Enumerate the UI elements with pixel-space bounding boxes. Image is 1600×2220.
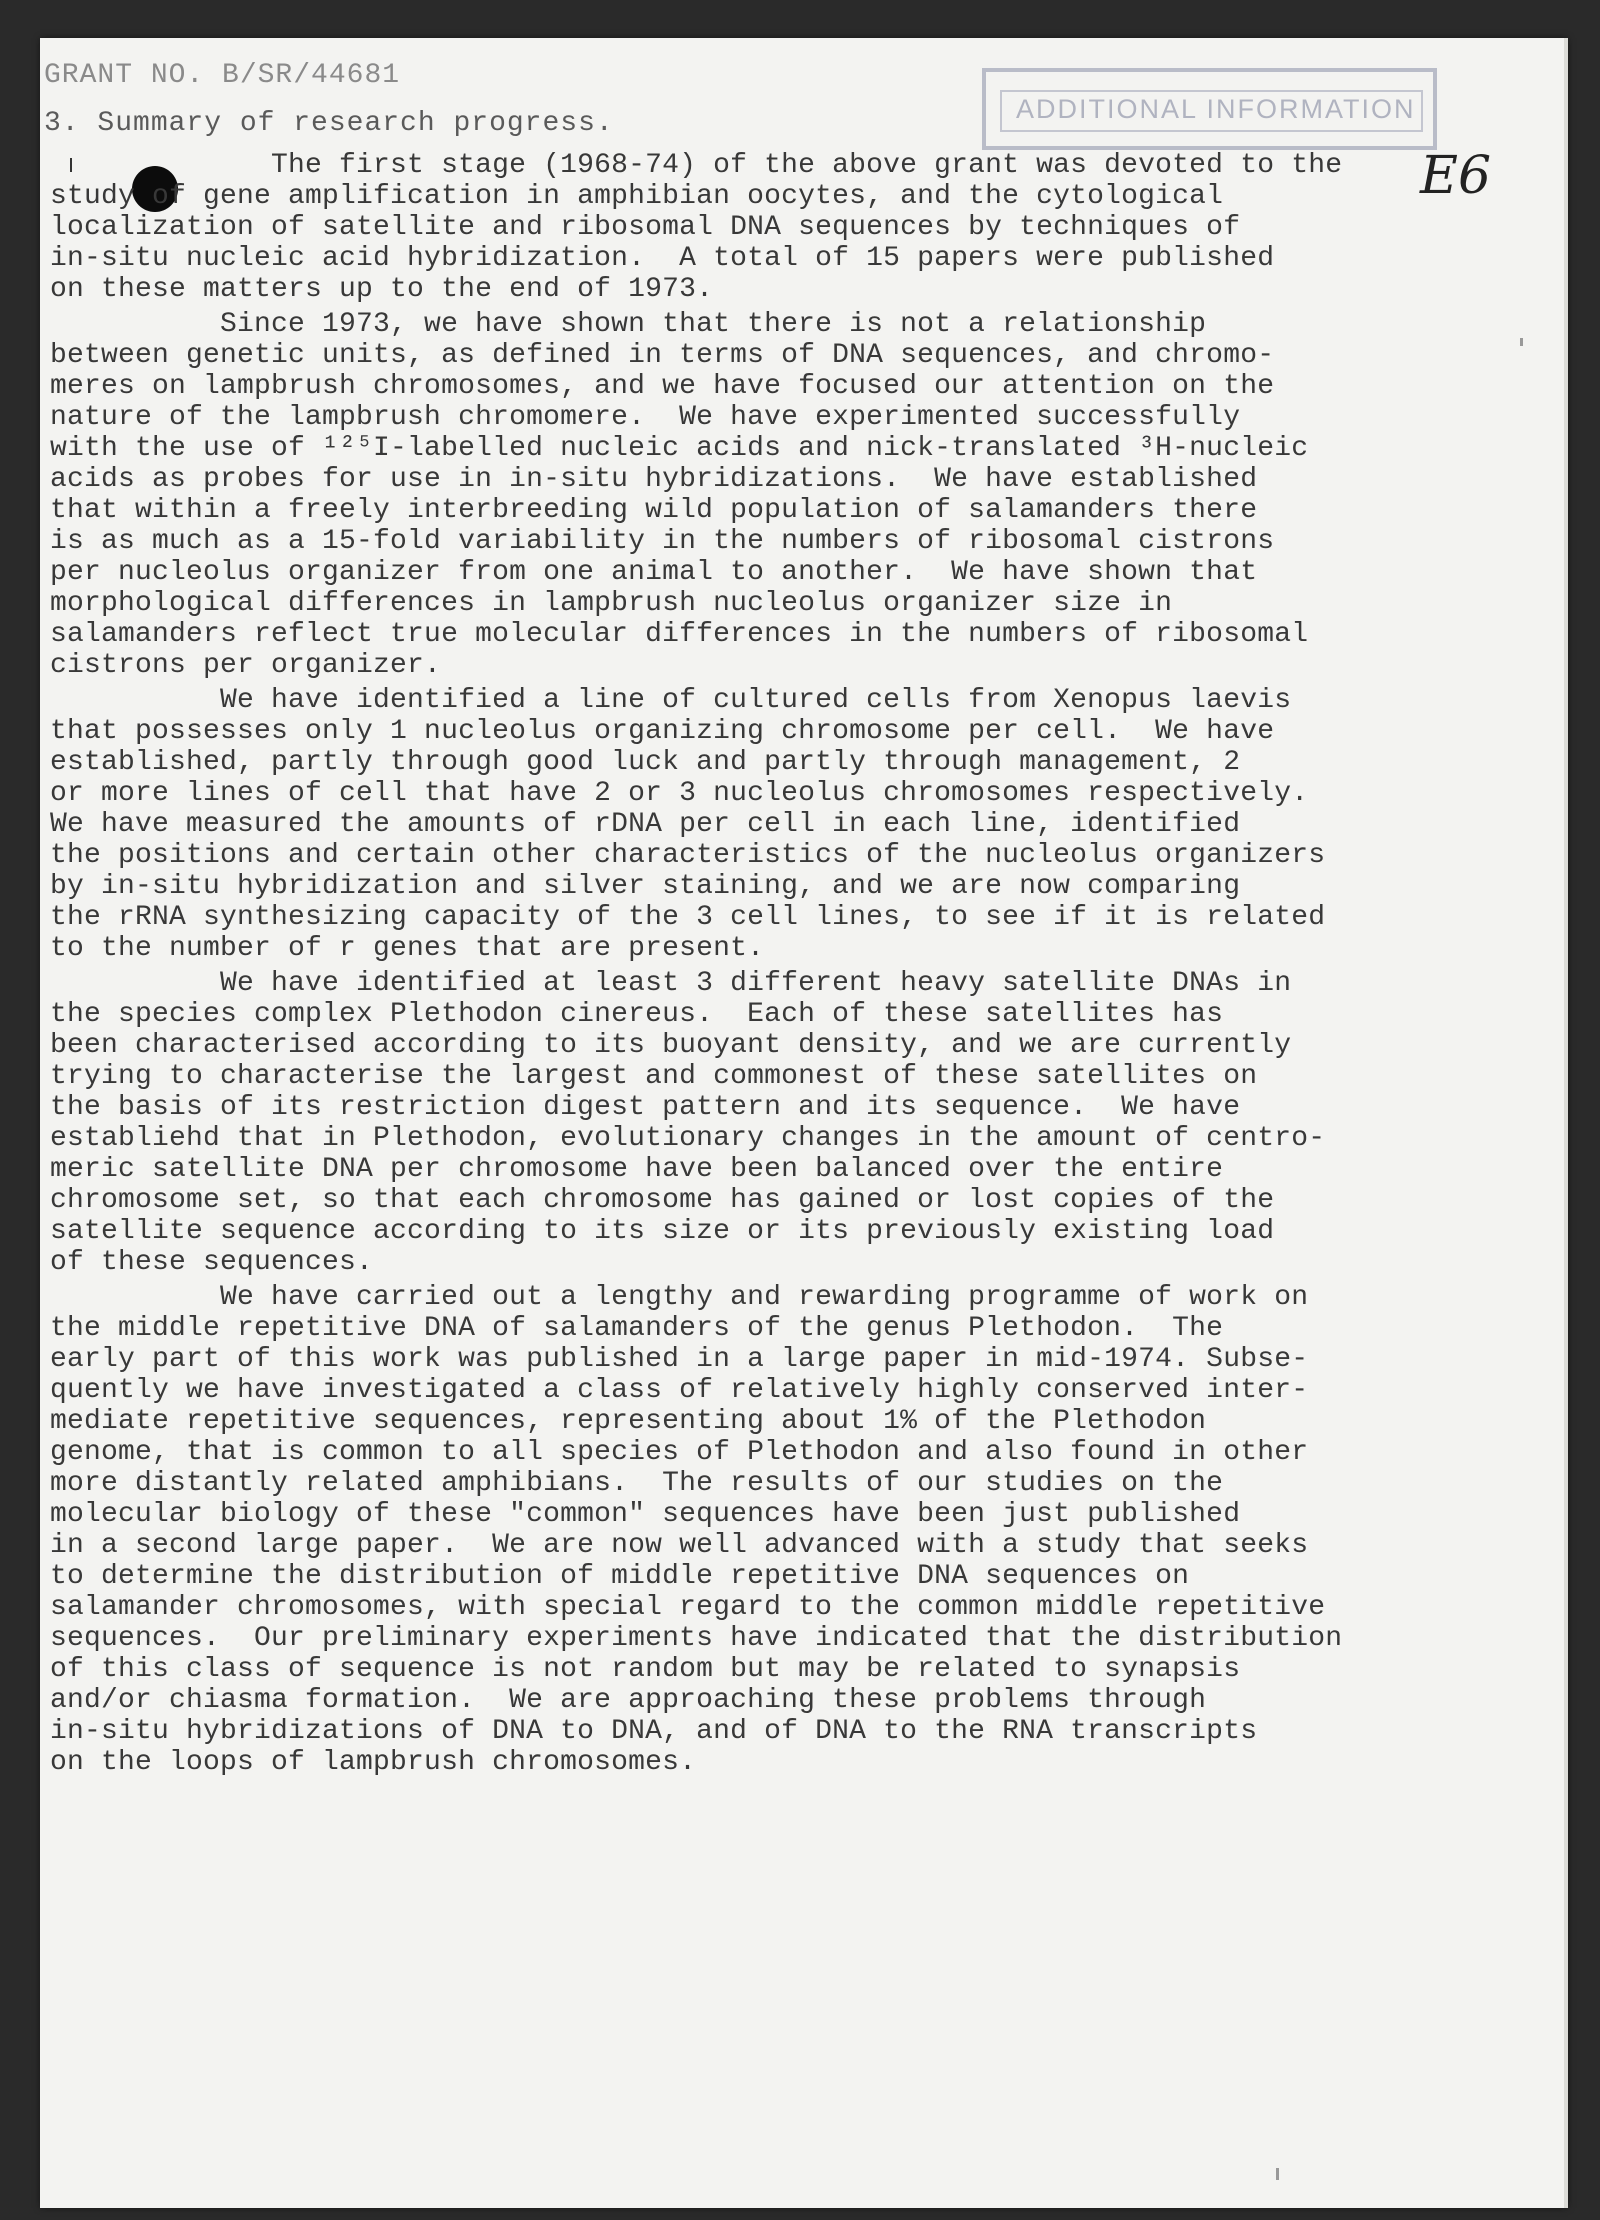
text-line: and/or chiasma formation. We are approaching these problems through	[50, 1685, 1207, 1716]
stamp-text: ADDITIONAL INFORMATION	[1016, 94, 1416, 124]
document-page	[40, 38, 1568, 2208]
text-line: of this class of sequence is not random but may be related to synapsis	[50, 1654, 1241, 1685]
text-line: to determine the distribution of middle repetitive DNA sequences on	[50, 1561, 1190, 1592]
text-line: been characterised according to its buoyant density, and we are currently	[50, 1030, 1292, 1061]
paragraph	[50, 685, 1530, 964]
text-line: the rRNA synthesizing capacity of the 3 cell lines, to see if it is related	[50, 902, 1326, 933]
text-line: trying to characterise the largest and commonest of these satellites on	[50, 1061, 1258, 1092]
text-line: chromosome set, so that each chromosome has gained or lost copies of the	[50, 1185, 1275, 1216]
text-line: with the use of ¹²⁵I-labelled nucleic acids and nick-translated ³H-nucleic	[50, 433, 1309, 464]
text-line: Since 1973, we have shown that there is not a relationship	[50, 309, 1207, 340]
grant-number: GRANT NO. B/SR/44681	[44, 60, 401, 91]
text-line: We have identified at least 3 different heavy satellite DNAs in	[50, 968, 1292, 999]
text-line: of these sequences.	[50, 1247, 374, 1278]
body-text	[50, 150, 1530, 1782]
text-line: is as much as a 15-fold variability in the numbers of ribosomal cistrons	[50, 526, 1275, 557]
text-line: that within a freely interbreeding wild population of salamanders there	[50, 495, 1258, 526]
text-line: cistrons per organizer.	[50, 650, 442, 681]
page-edge	[1564, 38, 1568, 2208]
text-line: in-situ nucleic acid hybridization. A total of 15 papers were published	[50, 243, 1275, 274]
text-line: the positions and certain other characteristics of the nucleolus organizers	[50, 840, 1326, 871]
text-line: salamanders reflect true molecular differences in the numbers of ribosomal	[50, 619, 1309, 650]
text-line: meres on lampbrush chromosomes, and we have focused our attention on the	[50, 371, 1275, 402]
paragraph	[50, 1282, 1530, 1778]
text-line: study of gene amplification in amphibian oocytes, and the cytological	[50, 181, 1224, 212]
text-line: We have measured the amounts of rDNA per cell in each line, identified	[50, 809, 1241, 840]
text-line: that possesses only 1 nucleolus organizing chromosome per cell. We have	[50, 716, 1275, 747]
text-line: or more lines of cell that have 2 or 3 nucleolus chromosomes respectively.	[50, 778, 1309, 809]
margin-mark	[1276, 2168, 1279, 2180]
handwritten-annotation: E6	[1420, 146, 1492, 206]
text-line: in-situ hybridizations of DNA to DNA, and of DNA to the RNA transcripts	[50, 1716, 1258, 1747]
text-line: meric satellite DNA per chromosome have been balanced over the entire	[50, 1154, 1224, 1185]
text-line: mediate repetitive sequences, representing about 1% of the Plethodon	[50, 1406, 1207, 1437]
text-line: established, partly through good luck and partly through management, 2	[50, 747, 1241, 778]
text-line: morphological differences in lampbrush nucleolus organizer size in	[50, 588, 1173, 619]
text-line: establiehd that in Plethodon, evolutionary changes in the amount of centro-	[50, 1123, 1326, 1154]
text-line: quently we have investigated a class of relatively highly conserved inter-	[50, 1375, 1309, 1406]
text-line: nature of the lampbrush chromomere. We have experimented successfully	[50, 402, 1241, 433]
text-line: more distantly related amphibians. The results of our studies on the	[50, 1468, 1224, 1499]
text-line: early part of this work was published in a large paper in mid-1974. Subse-	[50, 1344, 1309, 1375]
text-line: by in-situ hybridization and silver staining, and we are now comparing	[50, 871, 1241, 902]
text-line: We have carried out a lengthy and rewarding programme of work on	[50, 1282, 1309, 1313]
text-line: genome, that is common to all species of Plethodon and also found in other	[50, 1437, 1309, 1468]
text-line: satellite sequence according to its size or its previously existing load	[50, 1216, 1275, 1247]
text-line: the species complex Plethodon cinereus. Each of these satellites has	[50, 999, 1224, 1030]
text-line: sequences. Our preliminary experiments have indicated that the distribution	[50, 1623, 1343, 1654]
text-line: the middle repetitive DNA of salamanders of the genus Plethodon. The	[50, 1313, 1224, 1344]
text-line: in a second large paper. We are now well advanced with a study that seeks	[50, 1530, 1309, 1561]
text-line: acids as probes for use in in-situ hybridizations. We have established	[50, 464, 1258, 495]
text-line: between genetic units, as defined in terms of DNA sequences, and chromo-	[50, 340, 1275, 371]
paragraph	[50, 968, 1530, 1278]
text-line: The first stage (1968-74) of the above grant was devoted to the	[50, 150, 1343, 181]
text-line: on these matters up to the end of 1973.	[50, 274, 714, 305]
additional-information-stamp	[982, 68, 1437, 150]
text-line: We have identified a line of cultured cells from Xenopus laevis	[50, 685, 1292, 716]
text-line: per nucleolus organizer from one animal to another. We have shown that	[50, 557, 1258, 588]
text-line: molecular biology of these "common" sequences have been just published	[50, 1499, 1241, 1530]
text-line: salamander chromosomes, with special regard to the common middle repetitive	[50, 1592, 1326, 1623]
text-line: localization of satellite and ribosomal DNA sequences by techniques of	[50, 212, 1241, 243]
section-heading: 3. Summary of research progress.	[44, 108, 614, 139]
paragraph	[50, 150, 1530, 305]
text-line: on the loops of lampbrush chromosomes.	[50, 1747, 697, 1778]
text-line: to the number of r genes that are present.	[50, 933, 765, 964]
paragraph	[50, 309, 1530, 681]
text-line: the basis of its restriction digest pattern and its sequence. We have	[50, 1092, 1241, 1123]
